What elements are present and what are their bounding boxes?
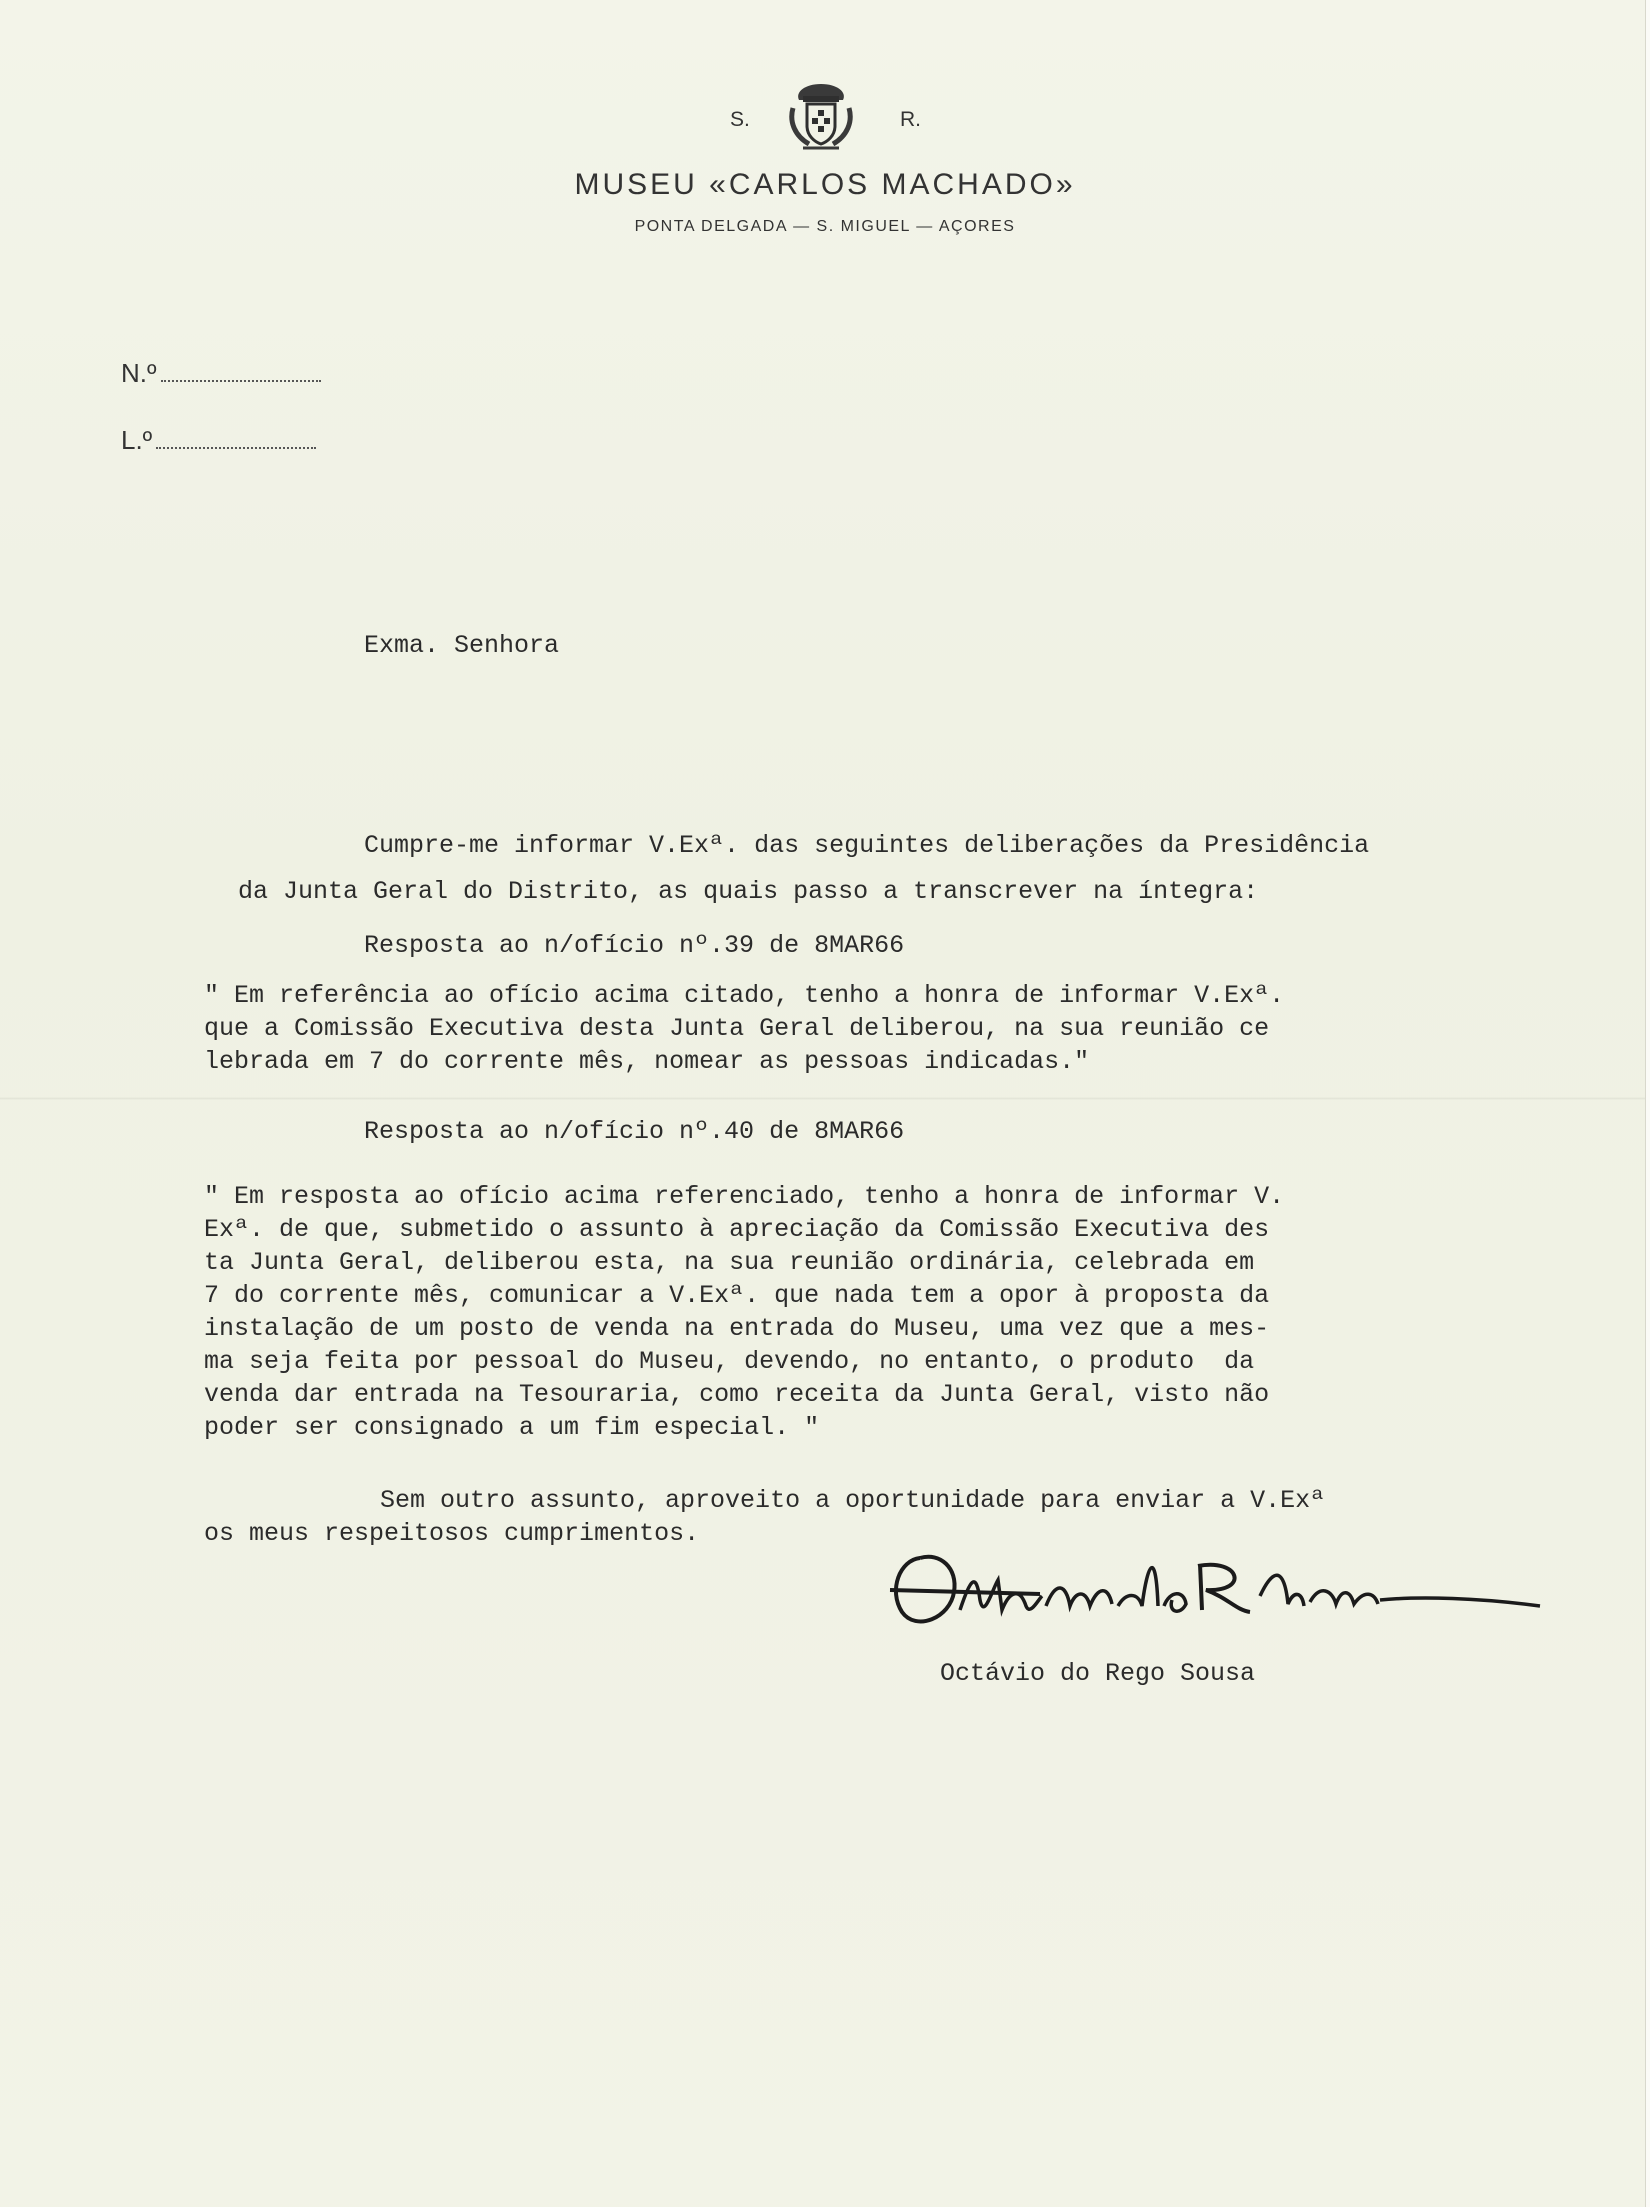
number-dotted-line bbox=[161, 360, 321, 382]
reply2-line: instalação de um posto de venda na entrada do Museu, uma vez que a mes- bbox=[204, 1314, 1270, 1343]
letterhead-s-mark: S. bbox=[730, 108, 750, 131]
reply1-line: lebrada em 7 do corrente mês, nomear as pessoas indicadas." bbox=[204, 1047, 1090, 1076]
intro-line-1: Cumpre-me informar V.Exª. das seguintes deliberações da Presidência bbox=[364, 831, 1370, 860]
book-label: L.º bbox=[121, 425, 153, 455]
book-dotted-line bbox=[156, 427, 316, 449]
signatory-name: Octávio do Rego Sousa bbox=[940, 1659, 1256, 1688]
museum-name: MUSEU «CARLOS MACHADO» bbox=[574, 168, 1076, 201]
museum-location: PONTA DELGADA — S. MIGUEL — AÇORES bbox=[634, 218, 1016, 235]
reply2-line: venda dar entrada na Tesouraria, como receita da Junta Geral, visto não bbox=[204, 1380, 1270, 1409]
reply2-line: poder ser consignado a um fim especial. " bbox=[204, 1413, 820, 1442]
reply2-line: ta Junta Geral, deliberou esta, na sua reunião ordinária, celebrada em bbox=[204, 1248, 1255, 1277]
reply2-line: 7 do corrente mês, comunicar a V.Exª. que nada tem a opor à proposta da bbox=[204, 1281, 1270, 1310]
signature-text: Octávio do Rego Sousa bbox=[880, 1540, 893, 1541]
intro-line-2: da Junta Geral do Distrito, as quais passo a transcrever na íntegra: bbox=[238, 877, 1259, 906]
reply1-line: " Em referência ao ofício acima citado, tenho a honra de informar V.Exª. bbox=[204, 981, 1285, 1010]
salutation: Exma. Senhora bbox=[364, 631, 560, 660]
book-field bbox=[121, 425, 316, 456]
closing-line-2: os meus respeitosos cumprimentos. bbox=[204, 1519, 700, 1548]
reply2-line: " Em resposta ao ofício acima referenciado, tenho a honra de informar V. bbox=[204, 1182, 1285, 1211]
reply1-line: que a Comissão Executiva desta Junta Geral deliberou, na sua reunião ce bbox=[204, 1014, 1270, 1043]
reply2-line: Exª. de que, submetido o assunto à apreciação da Comissão Executiva des bbox=[204, 1215, 1270, 1244]
number-label: N.º bbox=[121, 358, 157, 388]
coat-of-arms-icon bbox=[785, 78, 857, 154]
number-field bbox=[121, 358, 321, 389]
reply2-line: ma seja feita por pessoal do Museu, devendo, no entanto, o produto da bbox=[204, 1347, 1255, 1376]
reply1-heading: Resposta ao n/ofício nº.39 de 8MAR66 bbox=[364, 931, 905, 960]
letterhead-r-mark: R. bbox=[900, 108, 921, 131]
reply2-heading: Resposta ao n/ofício nº.40 de 8MAR66 bbox=[364, 1117, 905, 1146]
paper-edge bbox=[1645, 0, 1650, 2207]
paper-fold-line bbox=[0, 1097, 1650, 1100]
closing-line-1: Sem outro assunto, aproveito a oportunidade para enviar a V.Exª bbox=[380, 1486, 1326, 1515]
handwritten-signature bbox=[880, 1540, 1560, 1660]
